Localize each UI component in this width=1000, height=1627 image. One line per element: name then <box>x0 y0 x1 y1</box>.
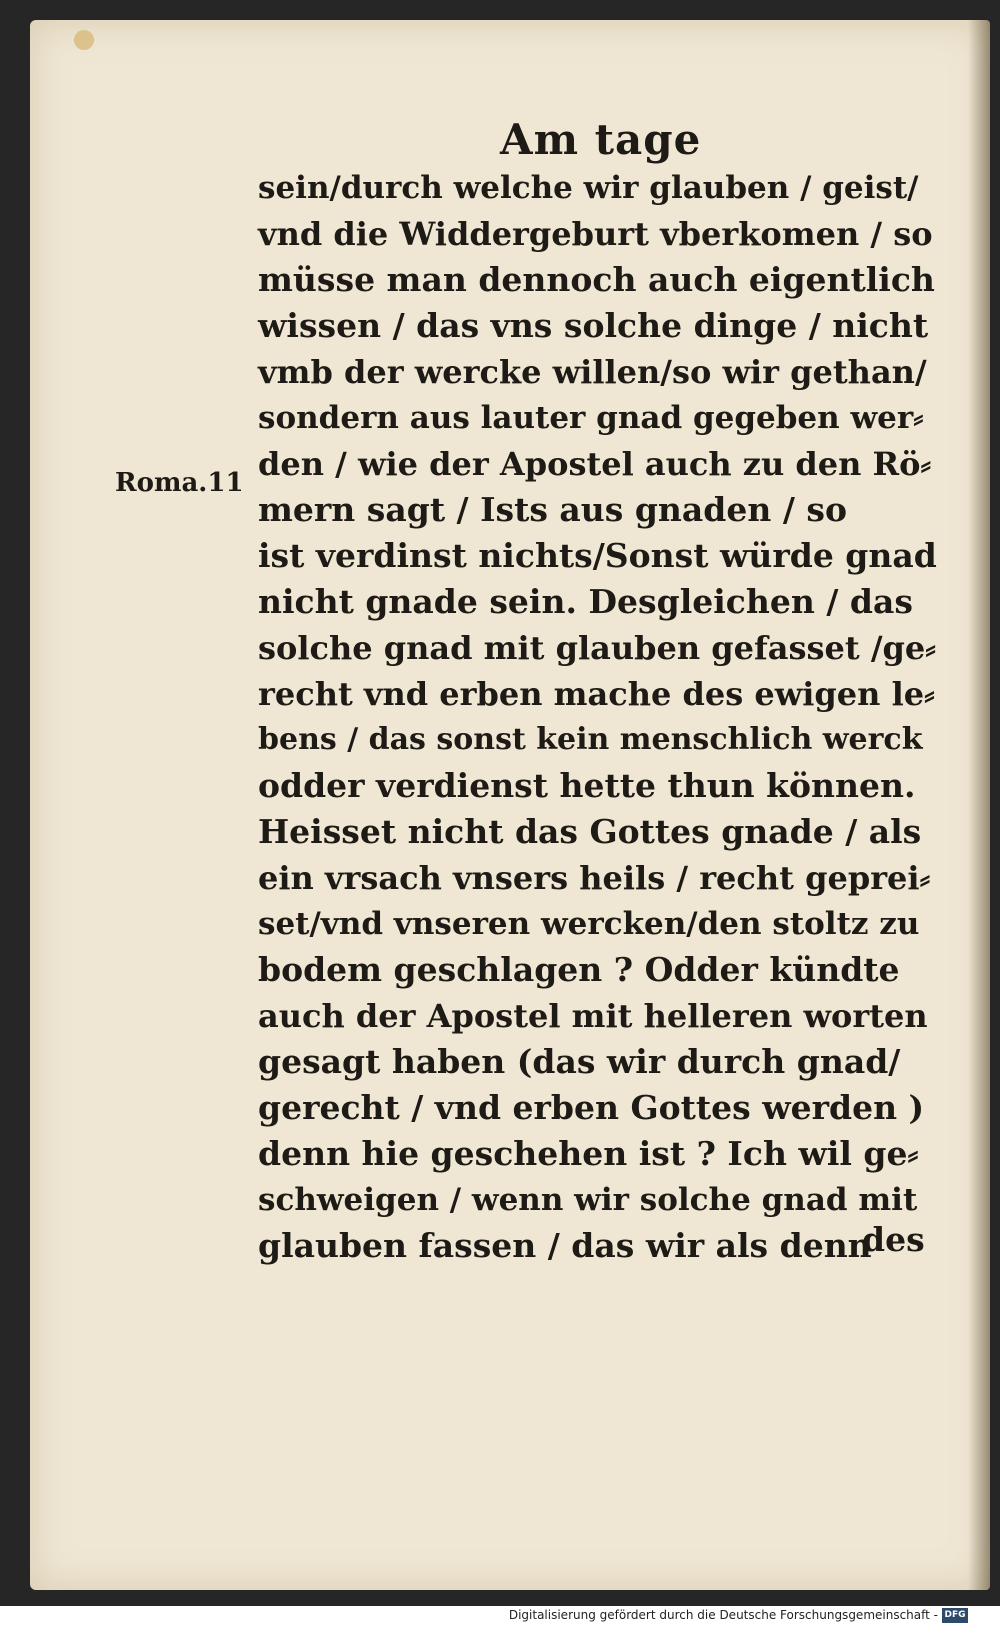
text-line: den / wie der Apostel auch zu den Rö⸗ <box>258 445 932 483</box>
text-line: mern sagt / Ists aus gnaden / so <box>258 490 847 529</box>
paper-stain <box>74 30 94 50</box>
margin-note: Roma.11 <box>115 468 244 498</box>
running-head: Am tage <box>500 115 702 164</box>
text-line: ein vrsach vnsers heils / recht geprei⸗ <box>258 859 931 897</box>
dfg-logo: DFG <box>942 1608 968 1623</box>
catchword: des <box>862 1220 925 1259</box>
text-line: auch der Apostel mit helleren worten <box>258 997 928 1035</box>
text-line: bodem geschlagen ? Odder kündte <box>258 950 900 989</box>
text-line: odder verdienst hette thun können. <box>258 766 916 805</box>
book-page <box>30 20 990 1590</box>
text-line: set/vnd vnseren wercken/den stoltz zu <box>258 906 920 942</box>
text-line: nicht gnade sein. Desgleichen / das <box>258 582 913 621</box>
text-line: recht vnd erben mache des ewigen le⸗ <box>258 675 935 713</box>
text-line: schweigen / wenn wir solche gnad mit <box>258 1182 918 1218</box>
text-line: gerecht / vnd erben Gottes werden ) <box>258 1088 925 1127</box>
text-line: sein/durch welche wir glauben / geist/ <box>258 170 919 206</box>
text-line: bens / das sonst kein menschlich werck <box>258 722 923 757</box>
text-line: sondern aus lauter gnad gegeben wer⸗ <box>258 400 924 436</box>
text-line: vmb der wercke willen/so wir gethan/ <box>258 353 927 391</box>
text-block <box>258 165 938 1269</box>
text-line: denn hie geschehen ist ? Ich wil ge⸗ <box>258 1134 919 1173</box>
text-line: glauben fassen / das wir als denn <box>258 1226 872 1265</box>
text-line: ist verdinst nichts/Sonst würde gnad <box>258 536 937 575</box>
footer-bar <box>0 1606 1000 1627</box>
text-line: wissen / das vns solche dinge / nicht <box>258 306 929 345</box>
text-line: gesagt haben (das wir durch gnad/ <box>258 1042 901 1081</box>
text-line: Heisset nicht das Gottes gnade / als <box>258 812 922 851</box>
page-gutter-edge <box>968 20 990 1590</box>
text-line: müsse man dennoch auch eigentlich <box>258 260 935 299</box>
footer-credit: Digitalisierung gefördert durch die Deutsche Forschungsgemeinschaft - <box>508 1608 938 1622</box>
text-line: vnd die Widdergeburt vberkomen / so <box>258 215 933 253</box>
text-line: solche gnad mit glauben gefasset /ge⸗ <box>258 629 936 667</box>
